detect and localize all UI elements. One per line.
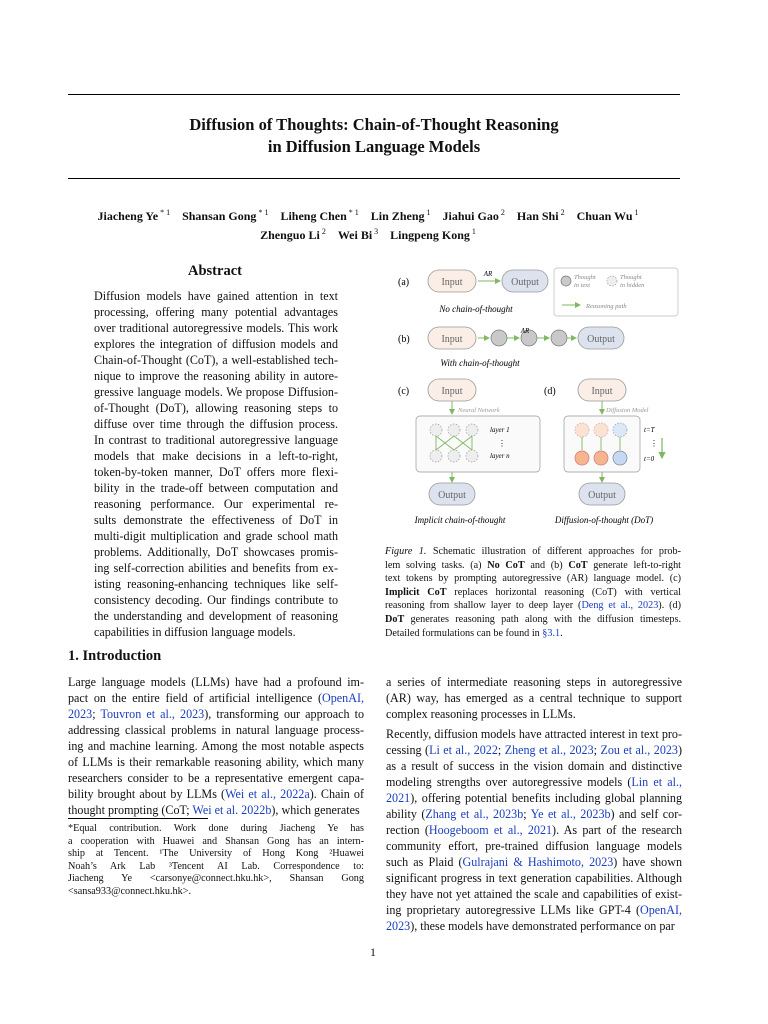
text-segment: thought prompting (CoT; bbox=[68, 803, 193, 817]
text-segment: . bbox=[560, 627, 563, 639]
t-dots: ⋮ bbox=[650, 439, 658, 448]
top-rule bbox=[68, 94, 680, 95]
output-label-d: Output bbox=[588, 490, 616, 501]
text-segment: Large language models (LLMs) have had a profound im- bbox=[68, 675, 364, 689]
t-0-label: t=0 bbox=[644, 455, 655, 463]
text-segment: DoT bbox=[385, 613, 405, 625]
layer-dots: ⋮ bbox=[498, 439, 506, 448]
author-name: Lingpeng Kong bbox=[390, 228, 470, 242]
text-segment: modeling strengths over autoregressive models ( bbox=[386, 775, 632, 789]
figure-caption bbox=[385, 545, 681, 640]
author-list bbox=[68, 205, 680, 243]
text-line: gressive language models. We propose Diffusion- bbox=[94, 385, 338, 399]
footnote-rule bbox=[68, 818, 208, 819]
title-line-1: Diffusion of Thoughts: Chain-of-Thought Reasoning bbox=[189, 115, 559, 134]
text-segment: bility brought about by LLMs ( bbox=[68, 787, 226, 801]
text-line bbox=[68, 722, 364, 738]
text-line: models that make decisions in a left-to-right, bbox=[94, 449, 338, 463]
text-segment: of LLMs is their remarkable reasoning ability, which many bbox=[68, 755, 364, 769]
text-line bbox=[385, 586, 681, 600]
citation-link[interactable]: Ye et al., 2023b bbox=[530, 807, 611, 821]
author-name: Jiacheng Ye bbox=[97, 209, 159, 223]
text-line: processing, offering many potential advantages bbox=[94, 305, 338, 319]
hidden-layer-n bbox=[430, 450, 478, 462]
author-affiliation: 2 bbox=[498, 208, 505, 217]
text-line bbox=[386, 806, 682, 822]
hidden-node bbox=[466, 450, 478, 462]
citation-link[interactable]: Wei et al., 2022a bbox=[225, 787, 310, 801]
legend-path-label: Reasoning path bbox=[586, 303, 627, 310]
figure-1 bbox=[388, 260, 688, 530]
text-line bbox=[385, 559, 681, 573]
author-affiliation: * 1 bbox=[256, 208, 269, 217]
panel-label-a: (a) bbox=[398, 277, 410, 288]
text-line: sults demonstrate the effectiveness of DoT in bbox=[94, 513, 338, 527]
citation-link[interactable]: 2021 bbox=[386, 791, 411, 805]
text-line: isting reasoning-enhancing techniques like self- bbox=[94, 577, 338, 591]
noisy-thought-node bbox=[613, 423, 627, 437]
text-segment: ; bbox=[593, 743, 601, 757]
text-line: diffuse over time through the diffusion process. bbox=[94, 417, 338, 431]
author-name: Han Shi bbox=[516, 209, 559, 223]
title-line-2: in Diffusion Language Models bbox=[267, 137, 481, 156]
text-line bbox=[386, 690, 682, 706]
text-line: capabilities in diffusion language models. bbox=[94, 625, 296, 639]
text-line bbox=[386, 774, 682, 790]
citation-link[interactable]: §3.1 bbox=[542, 627, 561, 639]
paper-title bbox=[68, 114, 680, 158]
author-affiliation: 2 bbox=[319, 227, 326, 236]
citation-link[interactable]: OpenAI, bbox=[640, 903, 682, 917]
legend-hidden-1: Thought bbox=[620, 274, 642, 281]
text-line bbox=[386, 674, 682, 690]
text-segment: cessing ( bbox=[386, 743, 430, 757]
text-line bbox=[385, 545, 681, 559]
thought-in-hidden-icon bbox=[607, 276, 617, 286]
text-segment: ; bbox=[523, 807, 531, 821]
text-segment: significant progress in text generation capabilities. Although bbox=[386, 871, 682, 885]
t-T-label: t=T bbox=[644, 426, 655, 434]
text-line bbox=[386, 790, 682, 806]
text-segment: addressing classical problems in natural language process- bbox=[68, 723, 364, 737]
input-label-c: Input bbox=[441, 386, 463, 397]
dot-label: Diffusion-of-thought (DoT) bbox=[554, 515, 654, 525]
text-segment: Figure 1. bbox=[385, 546, 427, 557]
text-line bbox=[386, 758, 682, 774]
layer-1-label: layer 1 bbox=[490, 426, 510, 434]
denoised-thought-node bbox=[575, 451, 589, 465]
citation-link[interactable]: OpenAI, bbox=[322, 691, 364, 705]
author-affiliation: * 1 bbox=[158, 208, 171, 217]
citation-link[interactable]: Zhang et al., 2023b bbox=[425, 807, 524, 821]
text-segment: lem solving tasks. (a) bbox=[385, 559, 488, 571]
text-line bbox=[68, 786, 364, 802]
text-line: multi-digit multiplication and grade school math bbox=[94, 529, 338, 543]
implicit-cot-label: Implicit chain-of-thought bbox=[414, 515, 506, 525]
abstract-heading: Abstract bbox=[188, 263, 242, 279]
text-line bbox=[385, 572, 681, 586]
text-segment: researchers consider to be a representative emergent capa- bbox=[68, 771, 364, 785]
text-segment: ). (d) bbox=[658, 600, 681, 612]
text-line: bility in the trade-off between computation and bbox=[94, 481, 338, 495]
thought-in-text-icon bbox=[561, 276, 571, 286]
text-line bbox=[68, 770, 364, 786]
citation-link[interactable]: Lin et al., bbox=[631, 775, 683, 789]
text-line: Diffusion models have gained attention in text bbox=[94, 289, 338, 303]
text-line: token-by-token manner, DoT offers more flexi- bbox=[94, 465, 338, 479]
text-segment: such as Plaid ( bbox=[386, 855, 463, 869]
text-segment: ; bbox=[497, 743, 505, 757]
layer-n-label: layer n bbox=[490, 452, 510, 460]
footnote bbox=[68, 823, 364, 899]
noisy-thoughts-row bbox=[575, 423, 627, 437]
text-segment: rection ( bbox=[386, 823, 429, 837]
denoised-thought-node bbox=[613, 451, 627, 465]
author-affiliation: 2 bbox=[558, 208, 565, 217]
denoised-thought-node bbox=[594, 451, 608, 465]
text-segment: CoT bbox=[568, 559, 588, 571]
text-line: In contrast to traditional autoregressive language bbox=[94, 433, 338, 447]
author-name: Lin Zheng bbox=[370, 209, 425, 223]
author-affiliation: 1 bbox=[632, 208, 639, 217]
author-name: Shansan Gong bbox=[182, 209, 257, 223]
text-line bbox=[68, 802, 364, 818]
abstract-body bbox=[94, 288, 338, 640]
text-line: <sansa933@connect.hku.hk>. bbox=[68, 885, 192, 897]
text-segment: ), which generates bbox=[271, 803, 360, 817]
text-segment: as a result of success in the vision domain and distinctive bbox=[386, 759, 682, 773]
text-segment: ), these models have demonstrated performance on par bbox=[410, 919, 675, 933]
text-line bbox=[386, 886, 682, 902]
text-segment: Detailed formulations can be found in bbox=[385, 627, 543, 639]
text-segment: text tokens by prompting autoregressive (AR) language model. (c) bbox=[385, 573, 681, 585]
author-name: Jiahui Gao bbox=[442, 209, 499, 223]
no-cot-label: No chain-of-thought bbox=[439, 304, 513, 314]
title-bottom-rule bbox=[68, 178, 680, 179]
text-line bbox=[68, 738, 364, 754]
thought-node-b1 bbox=[491, 330, 507, 346]
text-line bbox=[386, 706, 682, 722]
denoised-thoughts-row bbox=[575, 451, 627, 465]
author-name: Chuan Wu bbox=[576, 209, 633, 223]
legend-text-1: Thought bbox=[574, 274, 596, 281]
text-line: Jiacheng Ye <carsonye@connect.hku.hk>, Shansan Gong bbox=[68, 873, 364, 885]
text-segment: generates reasoning path along with the diffusion timesteps. bbox=[404, 613, 681, 625]
text-line: a cooperation with Huawei and Shansan Gong has an intern- bbox=[68, 835, 364, 847]
ar-label-a: AR bbox=[483, 270, 493, 278]
citation-link[interactable]: Zheng et al., 2023 bbox=[504, 743, 594, 757]
text-line bbox=[386, 854, 682, 870]
text-segment: No CoT bbox=[487, 559, 525, 571]
text-segment: ) bbox=[677, 743, 683, 757]
author-affiliation: 1 bbox=[424, 208, 431, 217]
page-number: 1 bbox=[370, 945, 376, 959]
text-segment: ). As part of the research bbox=[552, 823, 682, 837]
hidden-node bbox=[430, 450, 442, 462]
intro-right-paragraph-2 bbox=[386, 726, 682, 934]
text-segment: a series of intermediate reasoning steps in autoregressive bbox=[386, 675, 682, 689]
with-cot-label: With chain-of-thought bbox=[440, 358, 520, 368]
citation-link[interactable]: Wei et al. 2022b bbox=[192, 803, 272, 817]
hidden-node bbox=[448, 450, 460, 462]
hidden-layer-1 bbox=[430, 424, 478, 436]
text-line bbox=[68, 674, 364, 690]
text-line bbox=[386, 742, 682, 758]
text-segment: ing proprietary autoregressive LLMs like GPT-4 ( bbox=[386, 903, 641, 917]
text-line: consistency decoding. Our findings contribute to bbox=[94, 593, 338, 607]
text-segment: replaces horizontal reasoning (CoT) with vertical bbox=[446, 586, 681, 598]
text-line: reasoning performance. Our experimental re- bbox=[94, 497, 338, 511]
text-segment: ) and self cor- bbox=[610, 807, 683, 821]
panel-label-b: (b) bbox=[398, 334, 410, 345]
citation-link[interactable]: 2023 bbox=[386, 919, 411, 933]
authors-line-2 bbox=[68, 224, 680, 243]
author-name: Liheng Chen bbox=[280, 209, 347, 223]
text-segment: ability ( bbox=[386, 807, 426, 821]
author-name: Wei Bi bbox=[337, 228, 373, 242]
hidden-node bbox=[448, 424, 460, 436]
text-line: of-Thought (DoT), allowing reasoning steps to bbox=[94, 401, 338, 415]
citation-link[interactable]: Touvron et al., 2023 bbox=[100, 707, 205, 721]
intro-left-column bbox=[68, 674, 364, 818]
citation-link[interactable]: Zou et al., 2023 bbox=[600, 743, 678, 757]
text-line bbox=[68, 706, 364, 722]
text-segment: and (b) bbox=[524, 559, 569, 571]
text-segment: pact on the entire field of artificial intelligence ( bbox=[68, 691, 323, 705]
citation-link[interactable]: 2023 bbox=[68, 707, 93, 721]
authors-line-1 bbox=[68, 205, 680, 224]
text-line bbox=[68, 690, 364, 706]
text-segment: Schematic illustration of different approaches for prob- bbox=[426, 546, 681, 557]
text-line: *Equal contribution. Work done during Jiacheng Ye has bbox=[68, 823, 364, 834]
author-name: Zhenguo Li bbox=[260, 228, 320, 242]
text-line bbox=[386, 726, 682, 742]
text-segment: Recently, diffusion models have attracted interest in text pro- bbox=[386, 727, 682, 741]
input-label-b: Input bbox=[441, 334, 463, 345]
text-line: problems. Additionally, DoT showcases promis- bbox=[94, 545, 338, 559]
citation-link[interactable]: Deng et al., 2023 bbox=[581, 600, 659, 612]
text-line bbox=[386, 870, 682, 886]
text-line: explores the integration of diffusion models and bbox=[94, 337, 338, 351]
hidden-node bbox=[466, 424, 478, 436]
text-line: the understanding and development of reasoning bbox=[94, 609, 338, 623]
text-line bbox=[385, 627, 681, 641]
output-label-b: Output bbox=[587, 334, 615, 345]
legend-hidden-2: in hidden bbox=[620, 282, 645, 289]
diffusion-model-label: Diffusion Model bbox=[606, 407, 649, 414]
citation-link[interactable]: Hoogeboom et al., 2021 bbox=[428, 823, 553, 837]
output-label-a: Output bbox=[511, 277, 539, 288]
citation-link[interactable]: Li et al., 2022 bbox=[429, 743, 498, 757]
author-affiliation: 1 bbox=[469, 227, 476, 236]
author-affiliation: 3 bbox=[372, 227, 379, 236]
text-segment: Implicit CoT bbox=[385, 586, 447, 598]
text-segment: they have not yet attained the scale and capabilities of exist- bbox=[386, 887, 682, 901]
noisy-thought-node bbox=[575, 423, 589, 437]
thought-node-b3 bbox=[551, 330, 567, 346]
text-segment: community effort, pre-trained diffusion language models bbox=[386, 839, 682, 853]
text-segment: ing and machine learning. Among the most notable aspects bbox=[68, 739, 364, 753]
text-line bbox=[385, 599, 681, 613]
text-segment: reasoning from shallow layer to deep layer ( bbox=[385, 600, 582, 612]
legend-text-2: in text bbox=[574, 282, 591, 289]
text-line bbox=[68, 754, 364, 770]
text-line bbox=[386, 902, 682, 918]
citation-link[interactable]: Gulrajani & Hashimoto, 2023 bbox=[462, 855, 614, 869]
input-label-a: Input bbox=[441, 277, 463, 288]
text-segment: ), offering potential benefits including global planning bbox=[410, 791, 682, 805]
input-label-d: Input bbox=[591, 386, 613, 397]
text-segment: generate left-to-right bbox=[587, 559, 681, 571]
text-segment: ; bbox=[92, 707, 101, 721]
neural-network-label: Neural Network bbox=[458, 407, 500, 414]
text-line: Chain-of-Thought (CoT), a well-established tech- bbox=[94, 353, 338, 367]
text-segment: (AR) way, has emerged as a central technique to support bbox=[386, 691, 682, 705]
text-segment: ). Chain of bbox=[309, 787, 364, 801]
output-label-c: Output bbox=[438, 490, 466, 501]
hidden-node bbox=[430, 424, 442, 436]
text-line: nique to improve the reasoning ability in autore- bbox=[94, 369, 338, 383]
text-line bbox=[386, 918, 682, 934]
text-line bbox=[385, 613, 681, 627]
ar-label-b: AR bbox=[520, 327, 530, 335]
text-line: ship at Tencent. ¹The University of Hong Kong ²Huawei bbox=[68, 848, 364, 860]
noisy-thought-node bbox=[594, 423, 608, 437]
author-affiliation: * 1 bbox=[346, 208, 359, 217]
text-line: Noah’s Ark Lab ³Tencent AI Lab. Correspondence to: bbox=[68, 860, 364, 872]
text-segment: ), transforming our approach to bbox=[204, 707, 364, 721]
intro-right-paragraph-1 bbox=[386, 674, 682, 722]
text-line: over traditional autoregressive models. This work bbox=[94, 321, 338, 335]
text-line: ing self-correction abilities and benefits from ex- bbox=[94, 561, 338, 575]
panel-label-c: (c) bbox=[398, 386, 410, 397]
text-line bbox=[386, 822, 682, 838]
text-line bbox=[386, 838, 682, 854]
text-segment: complex reasoning processes in LLMs. bbox=[386, 707, 576, 721]
panel-label-d: (d) bbox=[544, 386, 556, 397]
text-segment: ) have shown bbox=[613, 855, 682, 869]
intro-heading: 1. Introduction bbox=[68, 648, 162, 664]
